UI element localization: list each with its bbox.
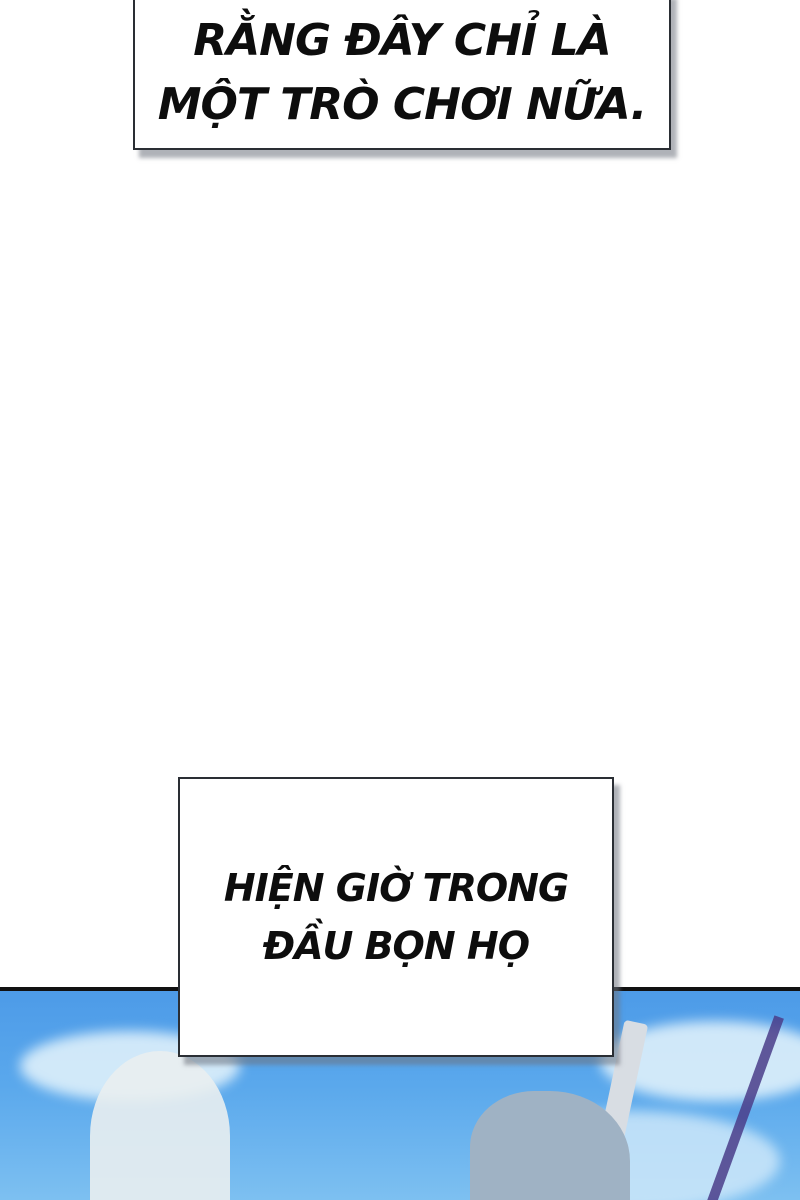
caption-box-bottom [178, 777, 614, 1057]
caption-top-line-2: MỘT TRÒ CHƠI NỮA. [157, 79, 647, 130]
caption-bottom-line-1: HIỆN GIỜ TRONG [223, 866, 569, 910]
caption-box-top [133, 0, 671, 150]
caption-bottom-line-2: ĐẦU BỌN HỌ [262, 924, 530, 968]
caption-top-line-1: RẰNG ĐÂY CHỈ LÀ [193, 15, 611, 66]
